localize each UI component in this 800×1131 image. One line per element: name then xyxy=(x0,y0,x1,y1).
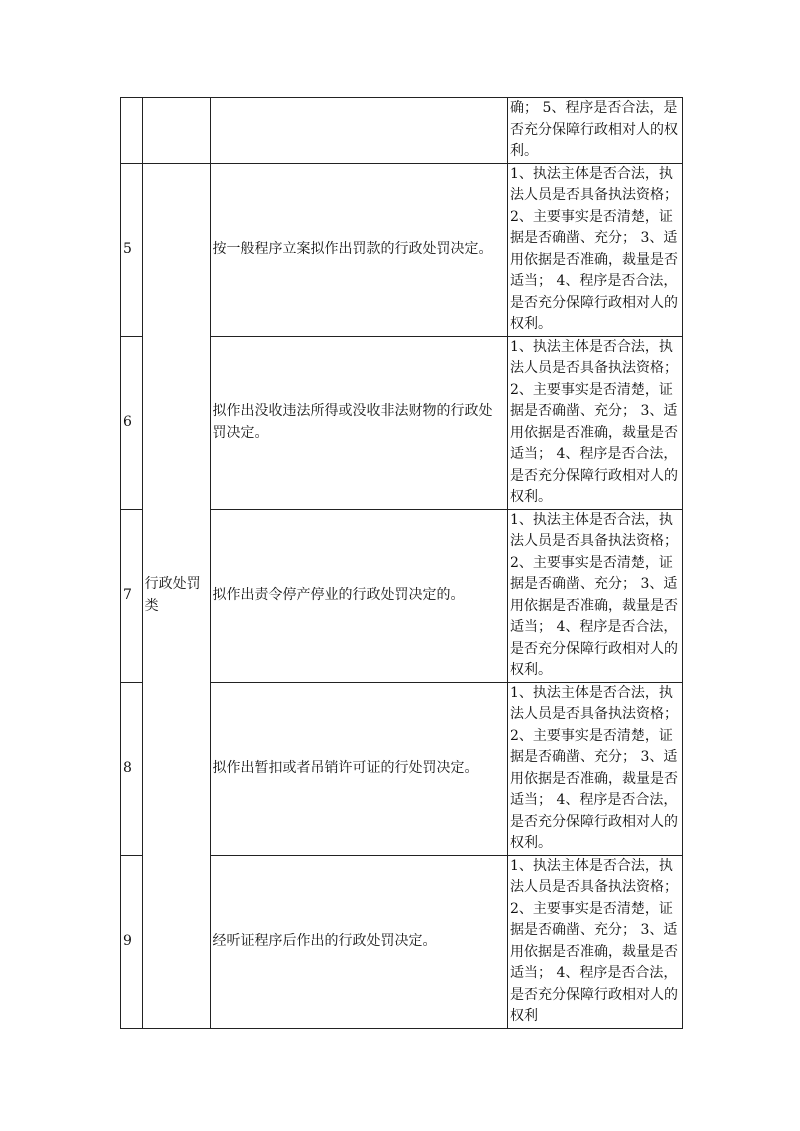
review-standard-cell: 1、执法主体是否合法，执法人员是否具备执法资格； 2、主要事实是否清楚，证据是否确凿、充分； 3、适用依据是否准确，裁量是否适当； 4、程序是否合法，是否充分保障行政相对人的权利。 xyxy=(508,163,683,336)
review-item-cell: 经听证程序后作出的行政处罚决定。 xyxy=(210,855,507,1028)
row-number-cell xyxy=(121,98,143,164)
review-item-cell: 拟作出没收违法所得或没收非法财物的行政处罚决定。 xyxy=(210,336,507,509)
review-standard-cell: 1、执法主体是否合法，执法人员是否具备执法资格； 2、主要事实是否清楚，证据是否确凿、充分； 3、适用依据是否准确，裁量是否适当； 4、程序是否合法，是否充分保障行政相对人的权利。 xyxy=(508,336,683,509)
table-row xyxy=(121,98,683,164)
review-item-cell: 拟作出责令停产停业的行政处罚决定的。 xyxy=(210,509,507,682)
review-item-cell: 拟作出暂扣或者吊销许可证的行处罚决定。 xyxy=(210,682,507,855)
row-number-cell: 5 xyxy=(121,163,143,336)
review-standard-cell: 确； 5、程序是否合法，是否充分保障行政相对人的权利。 xyxy=(508,98,683,164)
review-items-table xyxy=(120,97,683,1029)
table-row xyxy=(121,163,683,336)
review-item-cell xyxy=(210,98,507,164)
row-number-cell: 7 xyxy=(121,509,143,682)
category-cell: 行政处罚类 xyxy=(142,163,210,1028)
row-number-cell: 6 xyxy=(121,336,143,509)
row-number-cell: 8 xyxy=(121,682,143,855)
review-standard-cell: 1、执法主体是否合法，执法人员是否具备执法资格； 2、主要事实是否清楚，证据是否确凿、充分； 3、适用依据是否准确，裁量是否适当； 4、程序是否合法，是否充分保障行政相对人的权利 xyxy=(508,855,683,1028)
category-cell xyxy=(142,98,210,164)
row-number-cell: 9 xyxy=(121,855,143,1028)
review-item-cell: 按一般程序立案拟作出罚款的行政处罚决定。 xyxy=(210,163,507,336)
review-standard-cell: 1、执法主体是否合法，执法人员是否具备执法资格； 2、主要事实是否清楚，证据是否确凿、充分； 3、适用依据是否准确，裁量是否适当； 4、程序是否合法，是否充分保障行政相对人的权利。 xyxy=(508,509,683,682)
review-standard-cell: 1、执法主体是否合法，执法人员是否具备执法资格； 2、主要事实是否清楚，证据是否确凿、充分； 3、适用依据是否准确，裁量是否适当； 4、程序是否合法，是否充分保障行政相对人的权利。 xyxy=(508,682,683,855)
